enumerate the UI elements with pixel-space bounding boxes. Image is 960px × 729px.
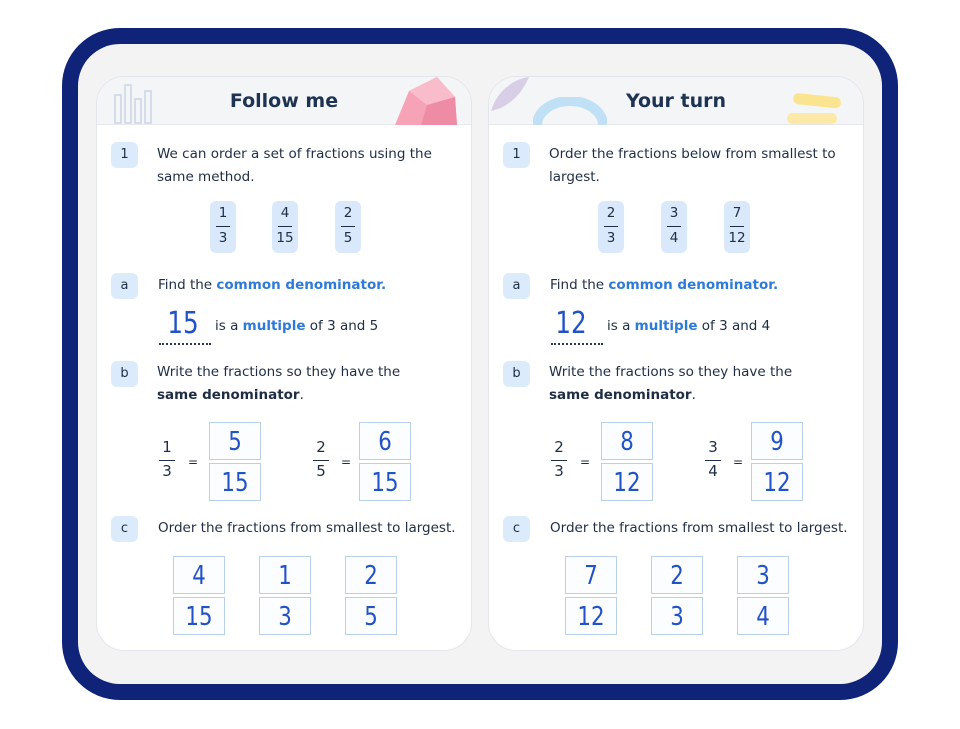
common-denominator-term: common denominator. — [216, 277, 387, 293]
answer-value: 4 — [192, 561, 206, 591]
part-c-badge: c — [503, 516, 530, 542]
same-denominator-term: same denominator — [549, 387, 692, 403]
fraction-chip — [724, 201, 750, 253]
answer-value: 15 — [185, 602, 213, 632]
numerator-input-box[interactable] — [209, 422, 261, 460]
answer-value: 9 — [770, 427, 784, 457]
numerator: 3 — [669, 205, 679, 221]
part-c-text: Order the fractions from smallest to largest. — [158, 520, 456, 536]
panel-title: Follow me — [229, 90, 339, 112]
common-denominator-term: common denominator. — [608, 277, 779, 293]
answer-value: 12 — [763, 468, 791, 498]
numerator: 4 — [280, 205, 290, 221]
denominator: 15 — [276, 230, 294, 246]
part-b-badge: b — [111, 361, 138, 387]
answer-value: 5 — [364, 602, 378, 632]
question-line-1: Order the fractions below from smallest to — [549, 146, 836, 162]
part-b-line-1: Write the fractions so they have the — [157, 364, 401, 380]
denominator: 3 — [162, 462, 172, 480]
answer-value: 8 — [620, 427, 634, 457]
part-b-badge: b — [503, 361, 530, 387]
order-denominator-box[interactable] — [651, 597, 703, 635]
multiple-sentence — [607, 315, 770, 338]
fraction-chip — [210, 201, 236, 253]
denominator: 4 — [708, 462, 718, 480]
answer-value: 1 — [278, 561, 292, 591]
answer-line — [159, 343, 211, 345]
answer-value: 3 — [756, 561, 770, 591]
part-a-badge: a — [503, 273, 530, 299]
question-text — [549, 143, 836, 189]
answer-value: 2 — [364, 561, 378, 591]
equals-sign: = — [580, 455, 591, 469]
order-numerator-box[interactable] — [173, 556, 225, 594]
order-numerator-box[interactable] — [737, 556, 789, 594]
question-line-2: same method. — [157, 169, 255, 185]
denominator-input-box[interactable] — [751, 463, 803, 501]
numerator: 2 — [343, 205, 353, 221]
denominator-input-box[interactable] — [209, 463, 261, 501]
order-denominator-box[interactable] — [737, 597, 789, 635]
fraction-chip — [661, 201, 687, 253]
answer-value: 3 — [670, 602, 684, 632]
numerator: 7 — [732, 205, 742, 221]
part-a-text — [158, 274, 386, 297]
answer-value: 2 — [670, 561, 684, 591]
answer-value: 4 — [756, 602, 770, 632]
part-b-text — [157, 361, 400, 407]
denominator-input-box[interactable] — [359, 463, 411, 501]
numerator-input-box[interactable] — [601, 422, 653, 460]
answer-value: 15 — [221, 468, 249, 498]
your-turn-panel — [488, 76, 864, 651]
fraction — [549, 438, 569, 484]
numerator: 3 — [708, 438, 718, 456]
denominator: 3 — [218, 230, 228, 246]
equals-sign: = — [188, 455, 199, 469]
answer-value: 6 — [378, 427, 392, 457]
sentence-prefix: is a — [215, 318, 239, 334]
fraction-chip — [335, 201, 361, 253]
order-denominator-box[interactable] — [345, 597, 397, 635]
part-a-text — [550, 274, 778, 297]
part-b-text — [549, 361, 792, 407]
numerator: 2 — [316, 438, 326, 456]
sentence-prefix: is a — [607, 318, 631, 334]
denominator: 5 — [343, 230, 353, 246]
numerator-input-box[interactable] — [751, 422, 803, 460]
answer-value: 7 — [584, 561, 598, 591]
part-a-badge: a — [111, 273, 138, 299]
handwritten-answer[interactable] — [541, 305, 601, 345]
multiple-term: multiple — [634, 318, 698, 334]
equals-sign: = — [733, 455, 744, 469]
part-a-prefix: Find the — [158, 277, 213, 293]
equals-sign: = — [341, 455, 352, 469]
fraction — [703, 438, 723, 484]
numerator: 2 — [606, 205, 616, 221]
numerator-input-box[interactable] — [359, 422, 411, 460]
part-a-prefix: Find the — [550, 277, 605, 293]
order-denominator-box[interactable] — [259, 597, 311, 635]
answer-value: 12 — [555, 306, 587, 341]
numerator: 1 — [218, 205, 228, 221]
denominator: 5 — [316, 462, 326, 480]
same-denominator-term: same denominator — [157, 387, 300, 403]
panel-header — [97, 77, 471, 125]
answer-value: 12 — [613, 468, 641, 498]
denominator: 3 — [554, 462, 564, 480]
order-numerator-box[interactable] — [651, 556, 703, 594]
order-denominator-box[interactable] — [173, 597, 225, 635]
order-numerator-box[interactable] — [259, 556, 311, 594]
panel-title: Your turn — [625, 90, 727, 112]
part-c-badge: c — [111, 516, 138, 542]
sentence-suffix: of 3 and 4 — [701, 318, 771, 334]
question-text — [157, 143, 432, 189]
question-line-2: largest. — [549, 169, 600, 185]
answer-value: 15 — [167, 306, 199, 341]
part-b-line-1: Write the fractions so they have the — [549, 364, 793, 380]
period: . — [299, 387, 304, 403]
fraction — [311, 438, 331, 484]
order-denominator-box[interactable] — [565, 597, 617, 635]
denominator: 4 — [669, 230, 679, 246]
multiple-sentence — [215, 315, 378, 338]
denominator: 12 — [728, 230, 746, 246]
fraction — [157, 438, 177, 484]
numerator: 1 — [162, 438, 172, 456]
answer-line — [551, 343, 603, 345]
answer-value: 3 — [278, 602, 292, 632]
denominator-input-box[interactable] — [601, 463, 653, 501]
answer-value: 12 — [577, 602, 605, 632]
handwritten-answer[interactable] — [153, 305, 213, 345]
panel-header — [489, 77, 863, 125]
fraction-chip — [598, 201, 624, 253]
question-number-badge: 1 — [503, 142, 530, 168]
answer-value: 15 — [371, 468, 399, 498]
part-c-text: Order the fractions from smallest to largest. — [550, 520, 848, 536]
order-numerator-box[interactable] — [345, 556, 397, 594]
sentence-suffix: of 3 and 5 — [309, 318, 379, 334]
follow-me-panel — [96, 76, 472, 651]
question-line-1: We can order a set of fractions using the — [157, 146, 432, 162]
fraction-chip — [272, 201, 298, 253]
question-number-badge: 1 — [111, 142, 138, 168]
period: . — [691, 387, 696, 403]
multiple-term: multiple — [242, 318, 306, 334]
answer-value: 5 — [228, 427, 242, 457]
order-numerator-box[interactable] — [565, 556, 617, 594]
numerator: 2 — [554, 438, 564, 456]
denominator: 3 — [606, 230, 616, 246]
